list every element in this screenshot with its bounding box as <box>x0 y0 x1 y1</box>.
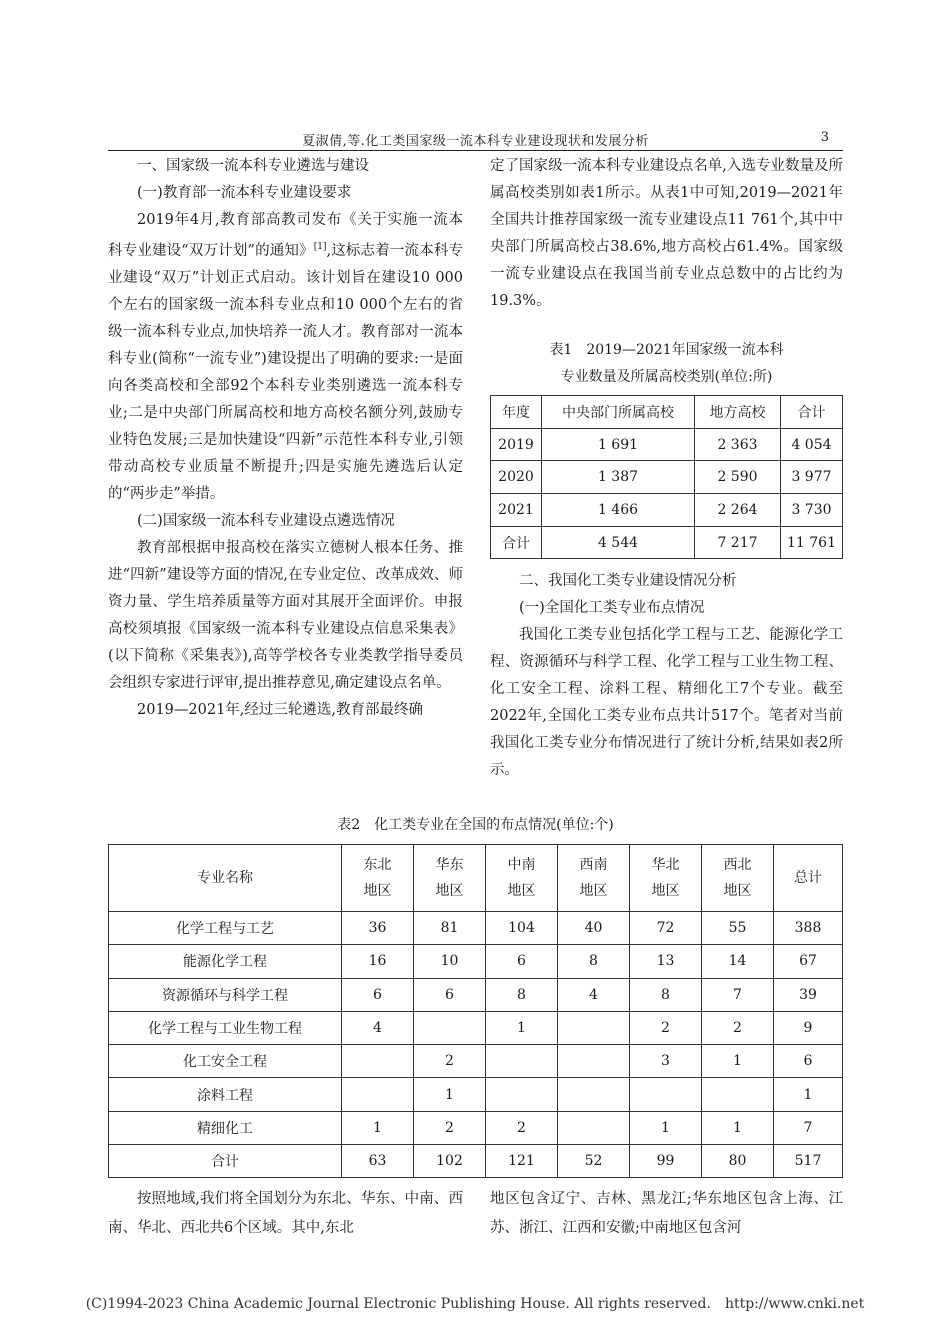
table-row <box>109 1045 843 1078</box>
table2-header-text: 西南 <box>579 857 608 873</box>
table2-cell: 4 <box>342 1011 414 1044</box>
table2-cell: 8 <box>486 978 558 1011</box>
table2-header-cell <box>486 845 558 912</box>
table1-cell: 2 590 <box>695 461 781 494</box>
table2-cell: 67 <box>774 945 843 978</box>
table2-header-cell <box>414 845 486 912</box>
section-heading-1: 一、国家级一流本科专业遴选与建设 <box>137 158 369 174</box>
paragraph-1-text-a: 2019年4月,教育部高教司发布《关于实施一流本科专业建设“双万计划”的通知》 <box>108 212 463 259</box>
table2-header-cell <box>702 845 774 912</box>
table1-cell: 2 363 <box>695 428 781 461</box>
paragraph-5: 按照地域,我们将全国划分为东北、华东、中南、西南、华北、西北共6个区域。其中,东北 <box>108 1191 463 1236</box>
right-column-top <box>490 153 843 315</box>
table2-cell: 72 <box>630 912 702 945</box>
table2-cell: 13 <box>630 945 702 978</box>
table2-caption: 表2 化工类专业在全国的布点情况(单位:个) <box>337 817 614 833</box>
table2-cell: 6 <box>414 978 486 1011</box>
table-row <box>109 945 843 978</box>
table2-header-cell <box>558 845 630 912</box>
paragraph-4: 我国化工类专业包括化学工程与工艺、能源化学工程、资源循环与科学工程、化学工程与工业生物工程、化工安全工程、涂料工程、精细化工7个专业。截至2022年,全国化工类专业布点共计517个。笔者对当前我国化工类专业分布情况进行了统计分析,结果如表2所示。 <box>490 627 843 778</box>
table1-cell: 2019 <box>491 428 542 461</box>
subsection-heading-1: (一)教育部一流本科专业建设要求 <box>137 185 352 201</box>
table2-cell <box>558 1045 630 1078</box>
subsection-heading-2: (二)国家级一流本科专业建设点遴选情况 <box>137 512 395 529</box>
copyright-footer <box>0 1296 950 1312</box>
table2-cell: 2 <box>414 1045 486 1078</box>
table1-cell: 3 730 <box>781 494 843 527</box>
bottom-left-column <box>108 1185 463 1243</box>
table2-cell: 化学工程与工艺 <box>109 912 342 945</box>
table2-cell: 7 <box>702 978 774 1011</box>
header-rule <box>108 150 843 151</box>
table1-header-cell: 合计 <box>781 396 843 429</box>
table2-cell: 2 <box>630 1011 702 1044</box>
table-row <box>109 1145 843 1178</box>
bottom-right-column <box>490 1185 843 1243</box>
table2-header-cell <box>342 845 414 912</box>
table2-cell: 资源循环与科学工程 <box>109 978 342 1011</box>
table2-header-text: 地区 <box>579 883 608 899</box>
table2-header-text: 地区 <box>507 883 536 899</box>
table2-cell: 40 <box>558 912 630 945</box>
paragraph-3-start: 2019—2021年,经过三轮遴选,教育部最终确 <box>137 701 424 718</box>
table2-cell: 2 <box>486 1111 558 1144</box>
paragraph-5-continued: 地区包含辽宁、吉林、黑龙江;华东地区包含上海、江苏、浙江、江西和安徽;中南地区包含河 <box>490 1191 843 1236</box>
table2-header-text: 中南 <box>507 857 536 873</box>
table1-header-cell: 地方高校 <box>695 396 781 429</box>
table2-cell: 52 <box>558 1145 630 1178</box>
table2-cell: 1 <box>342 1111 414 1144</box>
table1-cell: 2021 <box>491 494 542 527</box>
table2-cell: 1 <box>486 1011 558 1044</box>
table2-cell: 8 <box>558 945 630 978</box>
table2-cell: 39 <box>774 978 843 1011</box>
table1-cell: 2 264 <box>695 494 781 527</box>
table2-cell: 9 <box>774 1011 843 1044</box>
table2-cell: 4 <box>558 978 630 1011</box>
table2-header-row <box>109 845 843 912</box>
table2-cell <box>342 1078 414 1111</box>
left-column <box>108 153 463 724</box>
table2-cell <box>558 1011 630 1044</box>
table2-cell <box>486 1045 558 1078</box>
table2-header-cell <box>630 845 702 912</box>
table1-header-cell: 中央部门所属高校 <box>542 396 695 429</box>
table2-cell <box>558 1111 630 1144</box>
citation-ref: [1] <box>313 242 327 252</box>
table2-cell: 7 <box>774 1111 843 1144</box>
table-row <box>491 526 843 559</box>
footer-url: http://www.cnki.net <box>724 1296 865 1312</box>
table2-header-text: 东北 <box>363 857 392 873</box>
table1-header-row <box>491 396 843 429</box>
table2 <box>108 844 843 1178</box>
table1-cell: 4 544 <box>542 526 695 559</box>
table1-caption-line1: 表1 2019—2021年国家级一流本科 <box>549 342 784 358</box>
table1-cell: 2020 <box>491 461 542 494</box>
table2-header-text: 西北 <box>723 857 752 873</box>
subsection-heading-3: (一)全国化工类专业布点情况 <box>519 600 705 616</box>
table2-cell: 6 <box>486 945 558 978</box>
running-title: 夏淑倩,等.化工类国家级一流本科专业建设现状和发展分析 <box>302 134 649 149</box>
table1 <box>490 395 843 559</box>
table2-cell: 388 <box>774 912 843 945</box>
table2-cell: 1 <box>702 1111 774 1144</box>
table2-cell: 517 <box>774 1145 843 1178</box>
table1-cell: 合计 <box>491 526 542 559</box>
table2-cell: 16 <box>342 945 414 978</box>
table2-cell: 精细化工 <box>109 1111 342 1144</box>
table2-cell: 36 <box>342 912 414 945</box>
table2-cell: 10 <box>414 945 486 978</box>
table2-cell: 99 <box>630 1145 702 1178</box>
running-header <box>108 128 843 150</box>
table1-cell: 1 466 <box>542 494 695 527</box>
table2-cell: 合计 <box>109 1145 342 1178</box>
table2-cell: 化工安全工程 <box>109 1045 342 1078</box>
table2-header-text: 华东 <box>435 857 464 873</box>
table-row <box>109 1111 843 1144</box>
table2-header-cell <box>774 845 843 912</box>
table-row <box>109 978 843 1011</box>
table2-header-text: 专业名称 <box>197 870 253 886</box>
table2-cell: 1 <box>774 1078 843 1111</box>
table2-cell: 63 <box>342 1145 414 1178</box>
table2-header-text: 地区 <box>651 883 680 899</box>
paragraph-1-text-b: ,这标志着一流本科专业建设“双万”计划正式启动。该计划旨在建设10 000个左右的国家级一流本科专业点和10 000个左右的省级一流本科专业点,加快培养一流人才。教育部对一流本科专业(简称“一流专业”)建设提出了明确的要求:一是面向各类高校和全部92个本科专业类别遴选一流本科专业;二是中央部门所属高校和地方高校名额分列,鼓励专业特色发展;三是加快建设“四新”示范性本科专业,引领带动高校专业质量不断提升;四是实施先遴选后认定的“两步走”举措。 <box>108 242 464 502</box>
table1-cell: 1 387 <box>542 461 695 494</box>
table1-cell: 7 217 <box>695 526 781 559</box>
table2-cell: 6 <box>774 1045 843 1078</box>
paragraph-1 <box>108 207 463 508</box>
table2-header-text: 地区 <box>435 883 464 899</box>
table2-header-text: 地区 <box>723 883 752 899</box>
table2-cell: 能源化学工程 <box>109 945 342 978</box>
table2-cell: 81 <box>414 912 486 945</box>
table2-header-cell <box>109 845 342 912</box>
table2-cell: 121 <box>486 1145 558 1178</box>
table2-cell: 3 <box>630 1045 702 1078</box>
table2-header-text: 地区 <box>363 883 392 899</box>
table2-cell: 2 <box>414 1111 486 1144</box>
table2-cell: 1 <box>702 1045 774 1078</box>
table1-caption-line2: 专业数量及所属高校类别(单位:所) <box>560 369 773 385</box>
table-row <box>109 1078 843 1111</box>
table2-cell: 8 <box>630 978 702 1011</box>
table2-cell <box>414 1011 486 1044</box>
copyright-text: (C)1994-2023 China Academic Journal Electronic Publishing House. All rights reserved. <box>85 1296 711 1312</box>
table-row <box>109 912 843 945</box>
table1-caption <box>490 337 843 391</box>
table-row <box>491 428 843 461</box>
table2-header-text: 华北 <box>651 857 680 873</box>
table1-cell: 4 054 <box>781 428 843 461</box>
table2-cell <box>486 1078 558 1111</box>
right-column-bottom <box>490 568 843 784</box>
table-row <box>109 1011 843 1044</box>
table2-cell: 化学工程与工业生物工程 <box>109 1011 342 1044</box>
table2-cell: 6 <box>342 978 414 1011</box>
table2-cell: 1 <box>630 1111 702 1144</box>
table2-cell <box>342 1045 414 1078</box>
section-heading-2: 二、我国化工类专业建设情况分析 <box>519 573 737 589</box>
table2-cell <box>630 1078 702 1111</box>
page-number: 3 <box>820 130 829 145</box>
table-row <box>491 494 843 527</box>
table1-cell: 11 761 <box>781 526 843 559</box>
table2-cell: 涂料工程 <box>109 1078 342 1111</box>
table2-header-text: 总计 <box>794 870 822 886</box>
table2-cell: 55 <box>702 912 774 945</box>
table2-cell: 102 <box>414 1145 486 1178</box>
table2-cell <box>702 1078 774 1111</box>
table2-cell: 1 <box>414 1078 486 1111</box>
table1-cell: 1 691 <box>542 428 695 461</box>
table1-cell: 3 977 <box>781 461 843 494</box>
table2-cell: 14 <box>702 945 774 978</box>
paragraph-2: 教育部根据申报高校在落实立德树人根本任务、推进“四新”建设等方面的情况,在专业定位、改革成效、师资力量、学生培养质量等方面对其展开全面评价。申报高校须填报《国家级一流本科专业建设点信息采集表》(以下简称《采集表》),高等学校各专业类教学指导委员会组织专家进行评审,提出推荐意见,确定建设点名单。 <box>108 539 463 691</box>
table2-cell: 104 <box>486 912 558 945</box>
table2-cell: 2 <box>702 1011 774 1044</box>
table1-header-cell: 年度 <box>491 396 542 429</box>
table-row <box>491 461 843 494</box>
table2-cell <box>558 1078 630 1111</box>
table2-cell: 80 <box>702 1145 774 1178</box>
paragraph-3-continued: 定了国家级一流本科专业建设点名单,入选专业数量及所属高校类别如表1所示。从表1中可知,2019—2021年全国共计推荐国家级一流专业建设点11 761个,其中中央部门所属高校占38.6%,地方高校占61.4%。国家级一流专业建设点在我国当前专业点总数中的占比约为19.3%。 <box>490 158 843 309</box>
